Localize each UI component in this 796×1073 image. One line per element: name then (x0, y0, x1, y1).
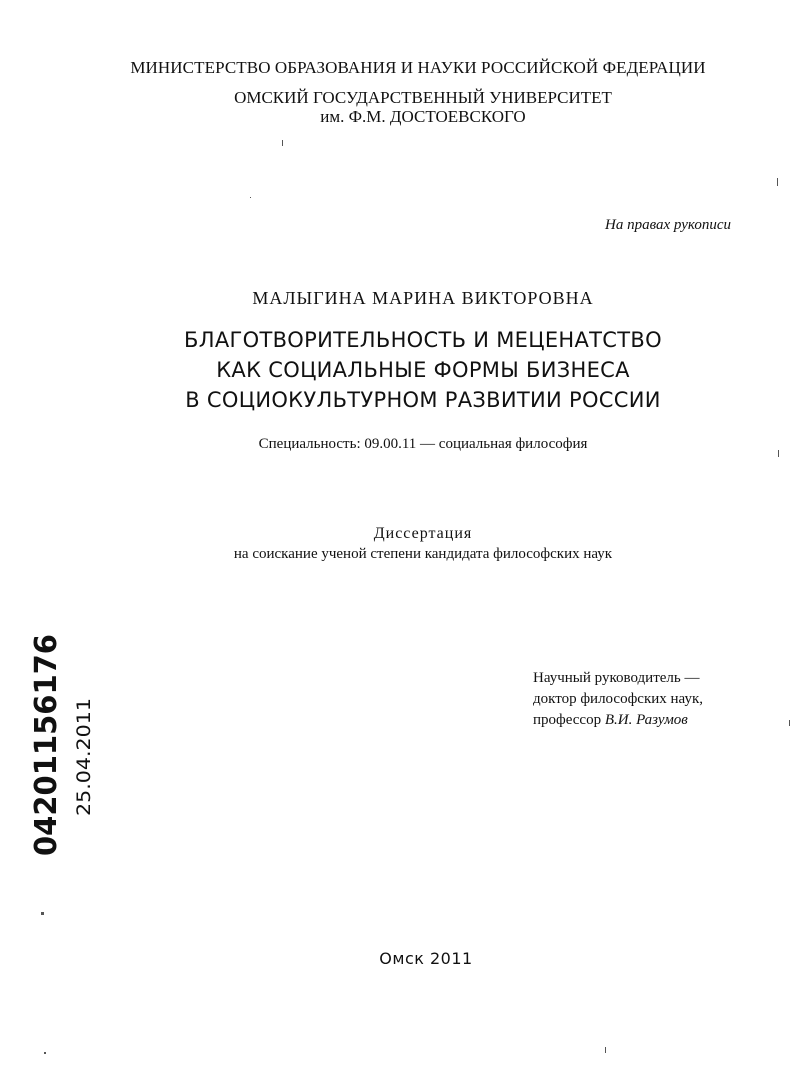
advisor-title: профессор (533, 712, 602, 728)
document-type: Диссертация (373, 525, 473, 542)
degree-line: на соискание ученой степени кандидата философских наук (233, 546, 613, 562)
title-line: БЛАГОТВОРИТЕЛЬНОСТЬ И МЕЦЕНАТСТВО (184, 328, 662, 352)
title-line: КАК СОЦИАЛЬНЫЕ ФОРМЫ БИЗНЕСА (216, 358, 630, 382)
advisor-role: Научный руководитель — (533, 670, 700, 686)
dissertation-title (25, 325, 796, 415)
scan-speck (44, 1052, 46, 1054)
ministry-name: МИНИСТЕРСТВО ОБРАЗОВАНИЯ И НАУКИ РОССИЙСКОЙ ФЕДЕРАЦИИ (130, 58, 706, 77)
advisor-title-name (533, 710, 703, 731)
author-name: МАЛЫГИНА МАРИНА ВИКТОРОВНА (252, 288, 594, 308)
city-year: Омск 2011 (379, 949, 473, 968)
university-honorific: им. Ф.М. ДОСТОЕВСКОГО (320, 107, 526, 126)
scan-speck (789, 720, 790, 726)
scan-speck (778, 450, 779, 457)
stamp-number: 04201156176 (29, 626, 64, 856)
specialty: Специальность: 09.00.11 — социальная философия (258, 436, 588, 452)
scan-speck (282, 140, 283, 146)
scan-speck (250, 197, 251, 198)
advisor-degree: доктор философских наук, (533, 691, 703, 707)
university-name: ОМСКИЙ ГОСУДАРСТВЕННЫЙ УНИВЕРСИТЕТ (234, 88, 612, 107)
manuscript-note: На правах рукописи (605, 217, 731, 233)
title-line: В СОЦИОКУЛЬТУРНОМ РАЗВИТИИ РОССИИ (185, 388, 661, 412)
library-stamp (20, 620, 100, 860)
advisor-name: В.И. Разумов (604, 712, 688, 728)
stamp-date: 25.04.2011 (73, 707, 95, 816)
scan-speck (777, 178, 778, 186)
scan-speck (605, 1047, 606, 1053)
scientific-advisor (533, 668, 703, 731)
scan-speck (41, 912, 44, 915)
